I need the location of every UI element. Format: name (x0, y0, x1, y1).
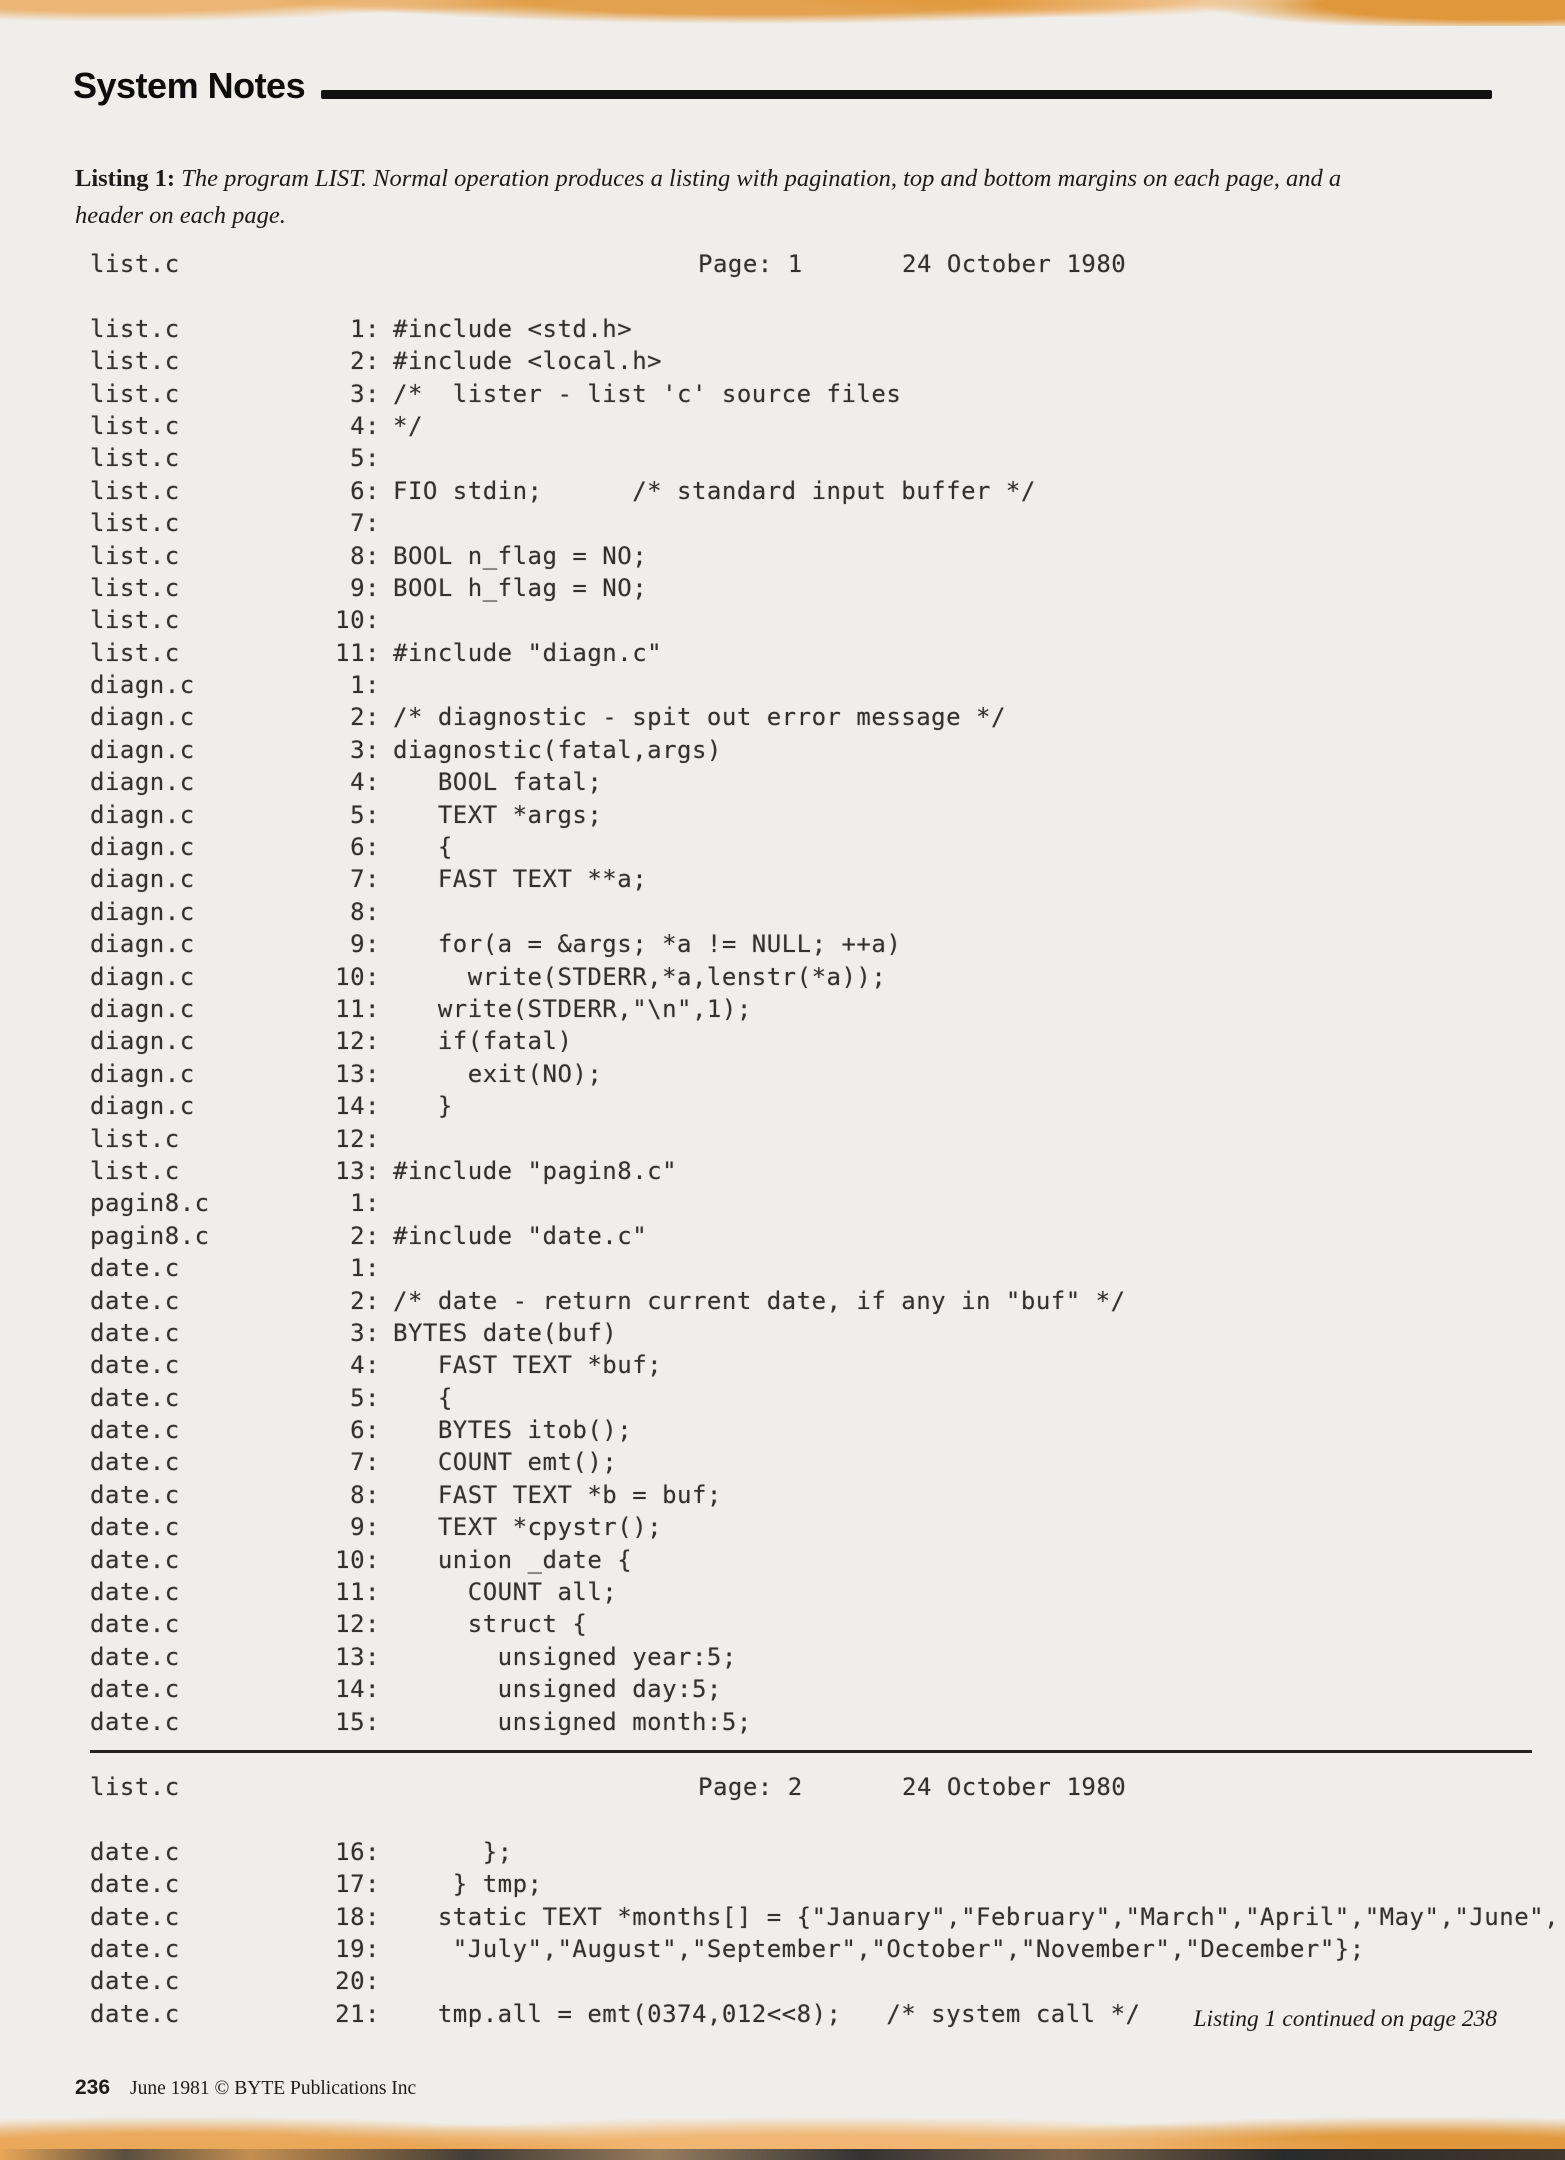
code-text: for(a = &args; *a != NULL; ++a) (393, 930, 902, 959)
file-name: date.c (90, 1254, 180, 1283)
listing-row (90, 1901, 1565, 1933)
file-name: date.c (90, 1902, 180, 1931)
line-number: 10: (335, 1545, 380, 1574)
listing-row (90, 1025, 1565, 1057)
listing-row (90, 766, 1565, 798)
page-date: 24 October 1980 (902, 250, 1127, 278)
file-name: date.c (90, 1870, 180, 1899)
listing-row (90, 345, 1565, 377)
code-text: COUNT emt(); (393, 1448, 618, 1477)
code-text: TEXT *args; (393, 800, 603, 829)
file-name: list.c (90, 379, 180, 408)
file-name: diagn.c (90, 1027, 195, 1056)
file-name: list.c (90, 606, 180, 635)
code-text: if(fatal) (393, 1027, 573, 1056)
listing-row (90, 1058, 1565, 1090)
file-name: pagin8.c (90, 1189, 210, 1218)
file-name: list.c (90, 411, 180, 440)
code-listing (0, 248, 1565, 2030)
code-text: BYTES itob(); (393, 1416, 633, 1445)
blank-row (90, 1803, 1565, 1835)
code-text: #include <std.h> (393, 314, 633, 343)
page-date: 24 October 1980 (902, 1772, 1127, 1801)
file-name: diagn.c (90, 735, 195, 764)
line-number: 6: (350, 833, 380, 862)
file-name: date.c (90, 1675, 180, 1704)
line-number: 19: (335, 1934, 380, 1963)
line-number: 5: (350, 444, 380, 473)
code-text: diagnostic(fatal,args) (393, 735, 722, 764)
listing-row (90, 604, 1565, 636)
listing-row (90, 1382, 1565, 1414)
line-number: 1: (350, 1254, 380, 1283)
code-text: static TEXT *months[] = {"January","February","March","April","May","June", (393, 1902, 1560, 1931)
listing-page-2-rows (90, 1836, 1565, 2030)
line-number: 18: (335, 1902, 380, 1931)
line-number: 4: (350, 1351, 380, 1380)
line-number: 13: (335, 1642, 380, 1671)
section-title: System Notes (73, 65, 306, 106)
line-number: 20: (335, 1967, 380, 1996)
line-number: 9: (350, 573, 380, 602)
code-text: #include "diagn.c" (393, 638, 663, 667)
code-text: COUNT all; (393, 1578, 618, 1607)
listing-row (90, 799, 1565, 831)
listing-page-1 (0, 248, 1565, 1738)
footer-page-number: 236 (75, 2076, 111, 2099)
listing-row (90, 572, 1565, 604)
listing-row (90, 1868, 1565, 1900)
listing-row (90, 734, 1565, 766)
listing-page-2-header (90, 1771, 1565, 1803)
blank-row (90, 280, 1565, 312)
listing-row (90, 1446, 1565, 1478)
listing-row (90, 1576, 1565, 1608)
section-header (73, 65, 1492, 106)
code-text: TEXT *cpystr(); (393, 1513, 663, 1542)
listing-row (90, 1608, 1565, 1640)
line-number: 2: (350, 703, 380, 732)
code-text: FAST TEXT *buf; (393, 1351, 663, 1380)
line-number: 3: (350, 735, 380, 764)
listing-row (90, 961, 1565, 993)
file-name: date.c (90, 1318, 180, 1347)
code-text: struct { (393, 1610, 588, 1639)
code-text: BOOL n_flag = NO; (393, 541, 648, 570)
line-number: 7: (350, 1448, 380, 1477)
line-number: 8: (350, 1480, 380, 1509)
line-number: 2: (350, 1221, 380, 1250)
code-text: { (393, 1383, 453, 1412)
line-number: 3: (350, 1318, 380, 1347)
page-label: Page: 2 (698, 1772, 803, 1801)
listing-page-1-header (90, 248, 1565, 280)
line-number: 21: (335, 1999, 380, 2028)
line-number: 11: (335, 638, 380, 667)
listing-row (90, 1836, 1565, 1868)
listing-row (90, 1317, 1565, 1349)
file-name: list.c (90, 1124, 180, 1153)
code-text: tmp.all = emt(0374,012<<8); /* system call */ (393, 1999, 1141, 2028)
listing-row (90, 928, 1565, 960)
file-name: diagn.c (90, 1092, 195, 1121)
torn-paper-edge-bottom (0, 2108, 1565, 2160)
section-rule (321, 90, 1492, 99)
listing-page-2 (0, 1771, 1565, 2030)
file-name: list.c (90, 541, 180, 570)
listing-row (90, 637, 1565, 669)
listing-row (90, 1511, 1565, 1543)
listing-row (90, 1220, 1565, 1252)
code-text: BOOL fatal; (393, 768, 603, 797)
listing-row (90, 896, 1565, 928)
file-name: list.c (90, 573, 180, 602)
code-text: #include "date.c" (393, 1221, 648, 1250)
line-number: 1: (350, 1189, 380, 1218)
line-number: 2: (350, 1286, 380, 1315)
file-name: diagn.c (90, 703, 195, 732)
file-name: list.c (90, 1156, 180, 1185)
code-text: FAST TEXT *b = buf; (393, 1480, 722, 1509)
file-name: list.c (90, 509, 180, 538)
page-label: Page: 1 (698, 250, 803, 278)
file-name: list.c (90, 444, 180, 473)
continued-note: Listing 1 continued on page 238 (1193, 2006, 1497, 2032)
file-name: list.c (90, 476, 180, 505)
code-text: unsigned year:5; (393, 1642, 737, 1671)
line-number: 4: (350, 768, 380, 797)
line-number: 6: (350, 476, 380, 505)
listing-row (90, 1479, 1565, 1511)
listing-page-1-rows (90, 313, 1565, 1738)
listing-row (90, 1349, 1565, 1381)
code-text: /* diagnostic - spit out error message */ (393, 703, 1006, 732)
line-number: 4: (350, 411, 380, 440)
listing-row (90, 1187, 1565, 1219)
listing-row (90, 378, 1565, 410)
file-name: date.c (90, 1416, 180, 1445)
file-name: list.c (90, 314, 180, 343)
file-name: diagn.c (90, 1059, 195, 1088)
code-text: { (393, 833, 453, 862)
line-number: 14: (335, 1675, 380, 1704)
listing-row (90, 507, 1565, 539)
code-text: write(STDERR,"\n",1); (393, 994, 752, 1023)
code-text: FAST TEXT **a; (393, 865, 648, 894)
line-number: 12: (335, 1610, 380, 1639)
code-text: BOOL h_flag = NO; (393, 573, 648, 602)
listing-row (90, 475, 1565, 507)
line-number: 7: (350, 509, 380, 538)
file-name: date.c (90, 1999, 180, 2028)
code-text: #include "pagin8.c" (393, 1156, 678, 1185)
file-name: list.c (90, 250, 180, 278)
code-text: */ (393, 411, 423, 440)
line-number: 1: (350, 671, 380, 700)
line-number: 9: (350, 930, 380, 959)
code-text: /* date - return current date, if any in "buf" */ (393, 1286, 1126, 1315)
file-name: diagn.c (90, 962, 195, 991)
code-text: /* lister - list 'c' source files (393, 379, 902, 408)
page-footer (75, 2076, 416, 2100)
line-number: 2: (350, 347, 380, 376)
listing-row (90, 1933, 1565, 1965)
line-number: 13: (335, 1059, 380, 1088)
listing-row (90, 669, 1565, 701)
code-text: } (393, 1092, 453, 1121)
file-name: diagn.c (90, 800, 195, 829)
listing-row (90, 540, 1565, 572)
file-name: date.c (90, 1513, 180, 1542)
code-text: FIO stdin; /* standard input buffer */ (393, 476, 1036, 505)
file-name: date.c (90, 1545, 180, 1574)
line-number: 15: (335, 1707, 380, 1736)
line-number: 10: (335, 606, 380, 635)
listing-row (90, 1090, 1565, 1122)
listing-row (90, 442, 1565, 474)
file-name: date.c (90, 1642, 180, 1671)
file-name: diagn.c (90, 671, 195, 700)
file-name: pagin8.c (90, 1221, 210, 1250)
file-name: list.c (90, 347, 180, 376)
code-text: exit(NO); (393, 1059, 603, 1088)
file-name: date.c (90, 1837, 180, 1866)
listing-row (90, 993, 1565, 1025)
line-number: 16: (335, 1837, 380, 1866)
line-number: 9: (350, 1513, 380, 1542)
caption-label: Listing 1: (75, 165, 176, 192)
line-number: 3: (350, 379, 380, 408)
line-number: 14: (335, 1092, 380, 1121)
line-number: 11: (335, 994, 380, 1023)
listing-row (90, 410, 1565, 442)
caption-text-1: The program LIST. Normal operation produces a listing with pagination, top and bottom margins on each page, and a (181, 165, 1342, 192)
code-text: BYTES date(buf) (393, 1318, 618, 1347)
caption-line-1 (75, 160, 1497, 197)
listing-row (90, 1706, 1565, 1738)
listing-row (90, 1673, 1565, 1705)
line-number: 5: (350, 1383, 380, 1412)
line-number: 10: (335, 962, 380, 991)
line-number: 1: (350, 314, 380, 343)
listing-row (90, 863, 1565, 895)
code-text: write(STDERR,*a,lenstr(*a)); (393, 962, 887, 991)
line-number: 7: (350, 865, 380, 894)
file-name: date.c (90, 1967, 180, 1996)
file-name: diagn.c (90, 930, 195, 959)
file-name: diagn.c (90, 833, 195, 862)
file-name: date.c (90, 1351, 180, 1380)
line-number: 8: (350, 897, 380, 926)
code-text: unsigned month:5; (393, 1707, 752, 1736)
listing-caption (75, 160, 1497, 234)
line-number: 17: (335, 1870, 380, 1899)
file-name: date.c (90, 1578, 180, 1607)
listing-row (90, 1544, 1565, 1576)
line-number: 8: (350, 541, 380, 570)
listing-row (90, 1414, 1565, 1446)
code-text: #include <local.h> (393, 347, 663, 376)
footer-credit: June 1981 © BYTE Publications Inc (130, 2078, 417, 2099)
file-name: date.c (90, 1448, 180, 1477)
line-number: 5: (350, 800, 380, 829)
line-number: 13: (335, 1156, 380, 1185)
code-text: union _date { (393, 1545, 633, 1574)
torn-paper-edge-top (0, 0, 1565, 26)
page-break-rule (90, 1750, 1532, 1753)
file-name: date.c (90, 1707, 180, 1736)
file-name: diagn.c (90, 994, 195, 1023)
file-name: list.c (90, 638, 180, 667)
file-name: diagn.c (90, 768, 195, 797)
file-name: date.c (90, 1286, 180, 1315)
code-text: }; (393, 1837, 513, 1866)
file-name: list.c (90, 1772, 180, 1801)
code-text: } tmp; (393, 1870, 543, 1899)
listing-row (90, 831, 1565, 863)
listing-row (90, 313, 1565, 345)
listing-row (90, 1252, 1565, 1284)
listing-row (90, 1641, 1565, 1673)
line-number: 11: (335, 1578, 380, 1607)
listing-row (90, 701, 1565, 733)
caption-text-2: header on each page. (75, 202, 286, 229)
file-name: date.c (90, 1934, 180, 1963)
listing-row (90, 1155, 1565, 1187)
listing-row (90, 1285, 1565, 1317)
file-name: date.c (90, 1610, 180, 1639)
line-number: 6: (350, 1416, 380, 1445)
listing-row (90, 1965, 1565, 1997)
file-name: date.c (90, 1480, 180, 1509)
line-number: 12: (335, 1124, 380, 1153)
file-name: diagn.c (90, 897, 195, 926)
listing-row (90, 1123, 1565, 1155)
file-name: diagn.c (90, 865, 195, 894)
code-text: "July","August","September","October","November","December"}; (393, 1934, 1365, 1963)
code-text: unsigned day:5; (393, 1675, 722, 1704)
line-number: 12: (335, 1027, 380, 1056)
file-name: date.c (90, 1383, 180, 1412)
